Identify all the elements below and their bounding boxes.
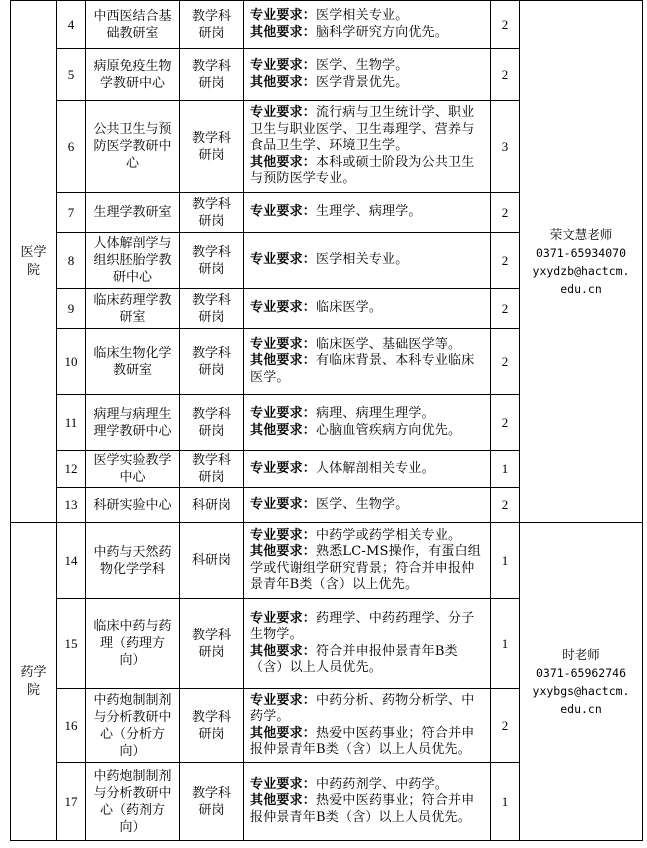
post-type: 教学科研岗 [191, 345, 231, 378]
column-divider [85, 0, 86, 523]
requirement-text: 药理学、中药药理学、分子生物学。 [250, 610, 475, 642]
row-number: 5 [67, 66, 75, 82]
requirement-line [250, 155, 484, 188]
requirement-label: 专业要求： [250, 496, 317, 512]
column-divider [519, 522, 520, 841]
department-cell [86, 689, 179, 762]
department-cell [86, 451, 179, 487]
post-type-cell [180, 451, 243, 487]
requirement-line [250, 8, 484, 25]
department-cell [86, 101, 179, 192]
post-type-cell [180, 488, 243, 522]
contact-email-domain: edu.cn [560, 281, 602, 296]
requirement-label: 专业要求： [250, 527, 317, 543]
contact-cell [520, 523, 642, 840]
row-number-cell [57, 689, 85, 762]
row-number: 12 [64, 461, 78, 476]
row-number-cell [57, 233, 85, 288]
row-number: 8 [67, 252, 75, 268]
headcount: 1 [501, 552, 509, 568]
row-number-cell [57, 101, 85, 192]
headcount-cell [491, 289, 519, 328]
row-number: 15 [64, 635, 78, 651]
row-number: 9 [67, 300, 75, 316]
requirement-label: 专业要求： [250, 58, 317, 73]
department-name: 中药与天然药物化学学科 [93, 544, 172, 577]
department-cell [86, 233, 179, 288]
requirement-line [250, 497, 484, 514]
requirement-label: 专业要求： [250, 252, 317, 268]
department-name: 病理与病理生理学教研中心 [93, 406, 172, 439]
column-divider [490, 0, 491, 523]
requirement-text: 流行病与卫生统计学、职业卫生与职业医学、卫生毒理学、营养与食品卫生学、环境卫生学。 [250, 105, 475, 154]
requirements-cell [244, 523, 490, 598]
column-divider [56, 522, 57, 841]
requirements-cell [244, 763, 490, 840]
headcount: 2 [501, 252, 509, 268]
headcount: 2 [501, 717, 509, 733]
row-number-cell [57, 1, 85, 48]
row-number: 7 [67, 204, 75, 220]
requirement-label: 其他要求： [250, 422, 317, 438]
post-type: 教学科研岗 [191, 58, 231, 91]
contact-phone: 0371-65934070 [535, 245, 626, 260]
department-cell [86, 763, 179, 840]
headcount: 1 [501, 793, 509, 809]
requirement-line [250, 726, 484, 759]
column-divider [490, 522, 491, 841]
requirement-label: 其他要求： [250, 544, 317, 559]
department-cell [86, 395, 179, 450]
column-divider [85, 522, 86, 841]
requirements-cell [244, 451, 490, 487]
column-divider [179, 522, 180, 841]
requirement-line [250, 644, 484, 677]
requirement-text: 中药学或药学相关专业。 [316, 527, 462, 543]
requirement-text: 中药分析、药物分析学、中药学。 [250, 692, 475, 724]
row-number-cell [57, 289, 85, 328]
department-name: 公共卫生与预防医学教研中心 [93, 122, 172, 171]
row-number-cell [57, 523, 85, 598]
post-type: 教学科研岗 [191, 785, 231, 818]
requirement-line [250, 793, 484, 826]
department-name: 中西医结合基础教研室 [93, 8, 172, 41]
post-type: 教学科研岗 [191, 453, 231, 485]
requirement-label: 专业要求： [250, 460, 317, 476]
post-type-cell [180, 395, 243, 450]
requirement-text: 本科或硕士阶段为公共卫生与预防医学专业。 [250, 154, 475, 187]
requirement-label: 其他要求： [250, 643, 317, 659]
department-name: 中药炮制制剂与分析教研中心（药剂方向） [93, 768, 172, 835]
requirement-text: 临床医学、基础医学等。 [316, 336, 462, 352]
post-type-cell [180, 329, 243, 394]
college-name: 药学院 [20, 664, 47, 698]
headcount: 2 [501, 204, 509, 220]
row-number: 11 [64, 414, 78, 430]
department-name: 医学实验教学中心 [93, 453, 172, 485]
post-type: 教学科研岗 [191, 709, 231, 742]
row-number: 6 [67, 138, 75, 154]
row-number-cell [57, 599, 85, 688]
requirements-cell [244, 689, 490, 762]
headcount-cell [491, 1, 519, 48]
contact-name: 荣文慧老师 [549, 226, 613, 242]
requirement-line [250, 204, 484, 221]
column-divider [10, 0, 11, 523]
requirements-cell [244, 1, 490, 48]
requirement-text: 熟悉LC-MS操作，有蛋白组学或代谢组学研究背景；符合并申报仲景青年B类（含）以上优先。 [250, 544, 482, 592]
requirement-label: 专业要求： [250, 692, 317, 708]
post-type: 教学科研岗 [191, 244, 231, 277]
department-name: 临床药理学教研室 [93, 292, 172, 325]
requirement-line [250, 461, 484, 478]
requirement-text: 中药药剂学、中药学。 [316, 776, 449, 792]
college-cell [11, 1, 56, 522]
headcount: 2 [501, 300, 509, 316]
contact-cell [520, 1, 642, 522]
post-type-cell [180, 49, 243, 100]
post-type-cell [180, 1, 243, 48]
column-divider [642, 0, 643, 523]
post-type-cell [180, 233, 243, 288]
requirement-label: 其他要求： [250, 24, 317, 40]
department-cell [86, 599, 179, 688]
college-cell [11, 523, 56, 840]
requirement-label: 专业要求： [250, 406, 317, 421]
requirement-line [250, 25, 484, 42]
contact-email: yxybgs@hactcm. [532, 683, 630, 698]
requirement-text: 人体解剖相关专业。 [316, 460, 435, 476]
requirement-line [250, 58, 484, 75]
requirement-line [250, 423, 484, 440]
headcount-cell [491, 395, 519, 450]
requirement-label: 其他要求： [250, 353, 317, 369]
requirement-line [250, 777, 484, 794]
requirement-text: 医学相关专业。 [316, 252, 409, 268]
headcount: 1 [501, 461, 509, 476]
requirement-line [250, 337, 484, 354]
post-type: 教学科研岗 [191, 8, 231, 41]
requirement-label: 专业要求： [250, 105, 317, 121]
requirement-label: 专业要求： [250, 300, 317, 316]
headcount: 2 [501, 16, 509, 32]
column-divider [243, 0, 244, 523]
row-number-cell [57, 451, 85, 487]
row-number-cell [57, 488, 85, 522]
department-name: 生理学教研室 [93, 205, 172, 220]
department-cell [86, 329, 179, 394]
post-type: 教学科研岗 [191, 130, 231, 163]
department-cell [86, 1, 179, 48]
headcount: 2 [501, 497, 509, 512]
post-type-cell [180, 193, 243, 232]
contact-email-domain: edu.cn [560, 701, 602, 716]
post-type: 教学科研岗 [191, 627, 231, 660]
contact-phone: 0371-65962746 [535, 665, 626, 680]
headcount: 3 [501, 138, 509, 154]
headcount-cell [491, 101, 519, 192]
requirements-cell [244, 49, 490, 100]
requirements-cell [244, 193, 490, 232]
post-type-cell [180, 689, 243, 762]
requirement-line [250, 406, 484, 423]
row-number-cell [57, 193, 85, 232]
requirements-cell [244, 101, 490, 192]
department-name: 病原免疫生物学教研中心 [93, 58, 172, 91]
requirement-label: 其他要求： [250, 74, 317, 90]
post-type-cell [180, 289, 243, 328]
row-divider [10, 840, 643, 841]
headcount: 2 [501, 414, 509, 430]
column-divider [10, 522, 11, 841]
headcount-cell [491, 523, 519, 598]
requirement-line [250, 300, 484, 317]
headcount-cell [491, 49, 519, 100]
requirement-line [250, 528, 484, 545]
headcount: 2 [501, 353, 509, 369]
row-number-cell [57, 329, 85, 394]
post-type-cell [180, 101, 243, 192]
requirement-label: 专业要求： [250, 336, 317, 352]
post-type-cell [180, 523, 243, 598]
requirement-text: 符合并申报仲景青年B类（含）以上人员优先。 [250, 643, 458, 675]
requirement-label: 专业要求： [250, 204, 317, 220]
requirements-cell [244, 289, 490, 328]
post-type: 科研岗 [191, 553, 231, 568]
row-number: 14 [64, 552, 78, 568]
department-cell [86, 523, 179, 598]
column-divider [243, 522, 244, 841]
post-type: 教学科研岗 [191, 196, 231, 229]
headcount-cell [491, 763, 519, 840]
department-cell [86, 193, 179, 232]
requirement-line [250, 353, 484, 386]
requirement-text: 热爱中医药事业；符合并申报仲景青年B类（含）以上人员优先。 [250, 793, 475, 825]
requirement-text: 医学背景优先。 [316, 74, 409, 90]
requirement-label: 专业要求： [250, 776, 317, 792]
department-cell [86, 289, 179, 328]
headcount-cell [491, 488, 519, 522]
requirement-text: 医学相关专业。 [316, 8, 409, 23]
post-type: 科研岗 [191, 497, 231, 513]
requirement-text: 生理学、病理学。 [316, 204, 422, 220]
row-number: 13 [64, 497, 78, 512]
row-number-cell [57, 763, 85, 840]
department-name: 人体解剖学与组织胚胎学教研中心 [93, 236, 172, 285]
contact-name: 时老师 [562, 646, 600, 662]
post-type: 教学科研岗 [191, 292, 231, 325]
requirement-text: 脑科学研究方向优先。 [316, 24, 449, 40]
post-type-cell [180, 599, 243, 688]
requirement-label: 其他要求： [250, 154, 317, 170]
headcount: 2 [501, 66, 509, 82]
post-type: 教学科研岗 [191, 406, 231, 439]
headcount: 1 [501, 635, 509, 651]
requirement-text: 医学、生物学。 [316, 496, 409, 512]
department-name: 临床生物化学教研室 [93, 345, 172, 378]
department-name: 科研实验中心 [93, 497, 172, 513]
requirement-label: 其他要求： [250, 725, 317, 741]
requirement-line [250, 544, 484, 594]
row-number-cell [57, 49, 85, 100]
row-number: 16 [64, 717, 78, 733]
headcount-cell [491, 599, 519, 688]
column-divider [642, 522, 643, 841]
row-number: 10 [64, 353, 78, 369]
column-divider [56, 0, 57, 523]
requirement-line [250, 105, 484, 155]
requirements-cell [244, 395, 490, 450]
requirement-line [250, 252, 484, 269]
row-number: 17 [64, 793, 78, 809]
department-cell [86, 488, 179, 522]
requirement-line [250, 693, 484, 726]
requirement-text: 病理、病理生理学。 [316, 406, 435, 421]
requirement-label: 专业要求： [250, 610, 317, 626]
column-divider [519, 0, 520, 523]
department-cell [86, 49, 179, 100]
requirement-line [250, 611, 484, 644]
headcount-cell [491, 193, 519, 232]
row-divider [10, 522, 643, 523]
requirements-cell [244, 599, 490, 688]
requirement-label: 其他要求： [250, 793, 317, 809]
requirement-text: 热爱中医药事业；符合并申报仲景青年B类（含）以上人员优先。 [250, 725, 475, 757]
headcount-cell [491, 329, 519, 394]
requirements-cell [244, 329, 490, 394]
requirements-cell [244, 488, 490, 522]
row-number-cell [57, 395, 85, 450]
requirement-text: 医学、生物学。 [316, 58, 409, 73]
headcount-cell [491, 689, 519, 762]
college-name: 医学院 [20, 244, 47, 278]
row-divider [10, 0, 643, 1]
requirement-text: 有临床背景、本科专业临床医学。 [250, 353, 475, 385]
department-name: 中药炮制制剂与分析教研中心（分析方向） [93, 692, 172, 759]
department-name: 临床中药与药理（药理方向） [93, 619, 172, 668]
post-type-cell [180, 763, 243, 840]
contact-email: yxydzb@hactcm. [532, 263, 630, 278]
requirement-text: 心脑血管疾病方向优先。 [316, 422, 462, 438]
requirement-label: 专业要求： [250, 8, 317, 23]
headcount-cell [491, 233, 519, 288]
requirement-line [250, 75, 484, 92]
headcount-cell [491, 451, 519, 487]
requirements-cell [244, 233, 490, 288]
requirement-text: 临床医学。 [316, 300, 383, 316]
row-number: 4 [67, 16, 75, 32]
column-divider [179, 0, 180, 523]
